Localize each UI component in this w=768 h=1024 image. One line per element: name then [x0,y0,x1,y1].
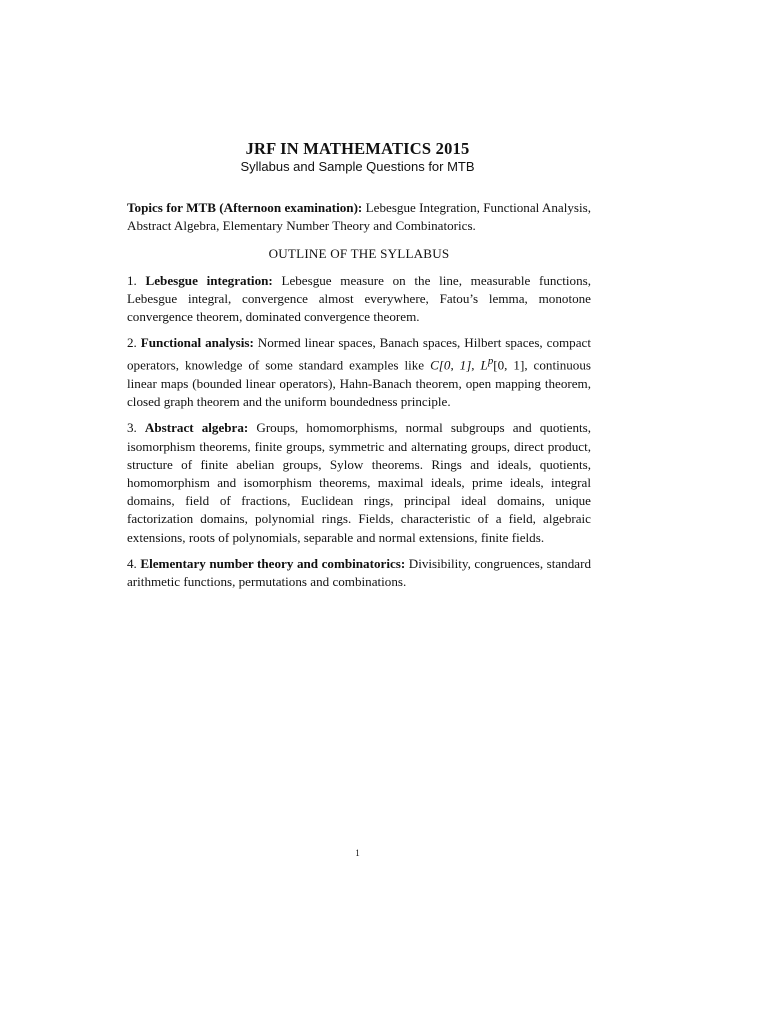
outline-heading: OUTLINE OF THE SYLLABUS [268,246,450,262]
section-number: 3. [127,420,137,436]
section-number: 2. [127,335,137,351]
section-number: 1. [127,272,137,288]
section-functional-analysis [127,334,591,411]
section-text-before: Normed linear spaces, Banach spaces, Hilbert spaces, compact operators, knowledge of some standard examples like [127,335,591,373]
section-number-theory [127,555,591,591]
document-body [127,199,591,599]
document-subtitle: Syllabus and Sample Questions for MTB [240,159,475,174]
section-text: Divisibility, congruences, standard arithmetic functions, permutations and combinations. [127,555,591,590]
section-heading: Elementary number theory and combinatorics: [140,555,406,571]
section-text: Lebesgue measure on the line, measurable functions, Lebesgue integral, convergence almost everywhere, Fatou’s lemma, monotone convergence theorem, dominated convergence theorem. [127,272,591,325]
section-number: 4. [127,555,137,571]
math-tail: [0, 1] [493,357,525,373]
section-text: Groups, homomorphisms, normal subgroups and quotients, isomorphism theorems, finite groups, symmetric and alternating groups, direct product, structure of finite abelian groups, Sylow theorems. Rings and ideals, quotients, homomorphism and isomorphism theorems, maximal ideals, prime ideals, integral domains, field of fractions, Euclidean rings, principal ideal domains, unique factorization domains, polynomial rings. Fields, characteristic of a field, algebraic extensions, roots of polynomials, separable and normal extensions, finite fields. [127,420,592,545]
math-superscript: p [487,355,494,368]
math-spaces: C[0, 1], L [430,357,488,373]
section-heading: Lebesgue integration: [145,272,273,288]
section-text-after: , continuous linear maps (bounded linear operators), Hahn-Banach theorem, open mapping theorem, closed graph theorem and the uniform boundedness principle. [127,357,591,410]
page-number: 1 [355,848,360,858]
section-abstract-algebra [127,419,591,546]
section-heading: Abstract algebra: [144,420,249,436]
topics-text: Lebesgue Integration, Functional Analysis, Abstract Algebra, Elementary Number Theory and Combinatorics. [127,200,591,234]
topics-label: Topics for MTB (Afternoon examination): [127,200,363,215]
section-lebesgue [127,272,591,327]
section-heading: Functional analysis: [140,335,254,351]
topics-paragraph [127,199,591,235]
document-title: JRF IN MATHEMATICS 2015 [245,139,470,158]
